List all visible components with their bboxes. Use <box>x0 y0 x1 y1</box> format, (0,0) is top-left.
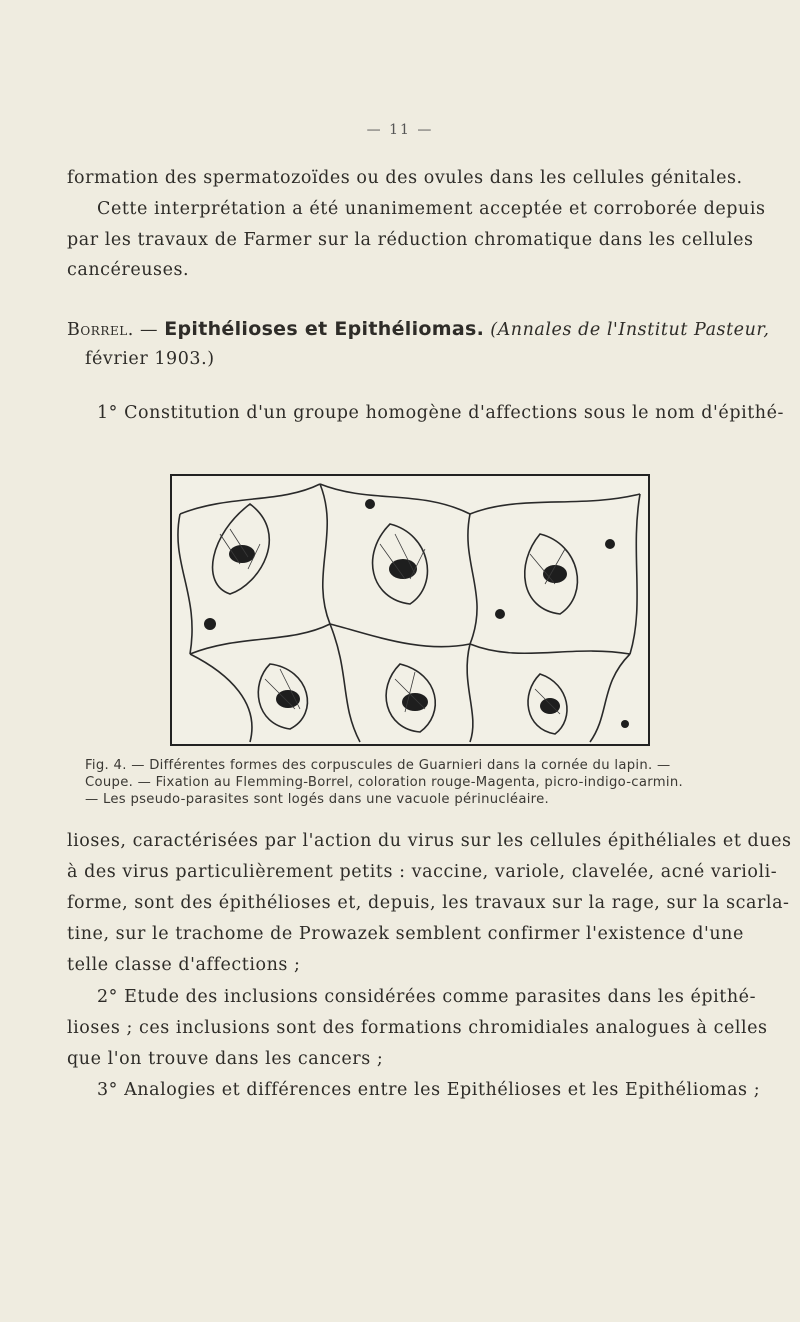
figure-caption-line: — Les pseudo-parasites sont logés dans une vacuole périnucléaire. <box>85 792 550 807</box>
intro-line: Cette interprétation a été unanimement acceptée et corroborée depuis <box>97 199 766 219</box>
reference-date: février 1903.) <box>85 349 215 369</box>
body-line: que l'on trouve dans les cancers ; <box>67 1049 384 1069</box>
intro-line: cancéreuses. <box>67 260 190 280</box>
body-line: à des virus particulièrement petits : vaccine, variole, clavelée, acné varioli- <box>67 862 778 882</box>
intro-line: par les travaux de Farmer sur la réduction chromatique dans les cellules <box>67 230 754 250</box>
body-line: lioses ; ces inclusions sont des formations chromidiales analogues à celles <box>67 1018 768 1038</box>
figure-caption-line: Coupe. — Fixation au Flemming-Borrel, coloration rouge-Magenta, picro-indigo-carmin. <box>85 775 683 790</box>
body-line: lioses, caractérisées par l'action du virus sur les cellules épithéliales et dues <box>67 831 792 851</box>
reference-author: Borrel. <box>67 320 134 340</box>
reference-dash: — <box>133 320 165 340</box>
body-line: forme, sont des épithélioses et, depuis, les travaux sur la rage, sur la scarla- <box>67 893 790 913</box>
intro-line: formation des spermatozoïdes ou des ovules dans les cellules génitales. <box>67 168 743 188</box>
figure-caption-line: Fig. 4. — Différentes formes des corpuscules de Guarnieri dans la cornée du lapin. — <box>85 758 671 773</box>
body-line: tine, sur le trachome de Prowazek semblent confirmer l'existence d'une <box>67 924 744 944</box>
micrograph-figure <box>170 474 650 746</box>
page-number: — 11 — <box>366 122 434 138</box>
point-1: 1° Constitution d'un groupe homogène d'affections sous le nom d'épithé- <box>97 403 784 423</box>
body-line: 2° Etude des inclusions considérées comme parasites dans les épithé- <box>97 987 757 1007</box>
body-line: telle classe d'affections ; <box>67 955 301 975</box>
body-line: 3° Analogies et différences entre les Epithélioses et les Epithéliomas ; <box>97 1080 761 1100</box>
reference-line <box>67 318 770 340</box>
reference-journal: (Annales de l'Institut Pasteur, <box>490 320 770 340</box>
reference-title: Epithélioses et Epithéliomas. <box>164 318 485 340</box>
cell-drawing <box>170 474 650 746</box>
